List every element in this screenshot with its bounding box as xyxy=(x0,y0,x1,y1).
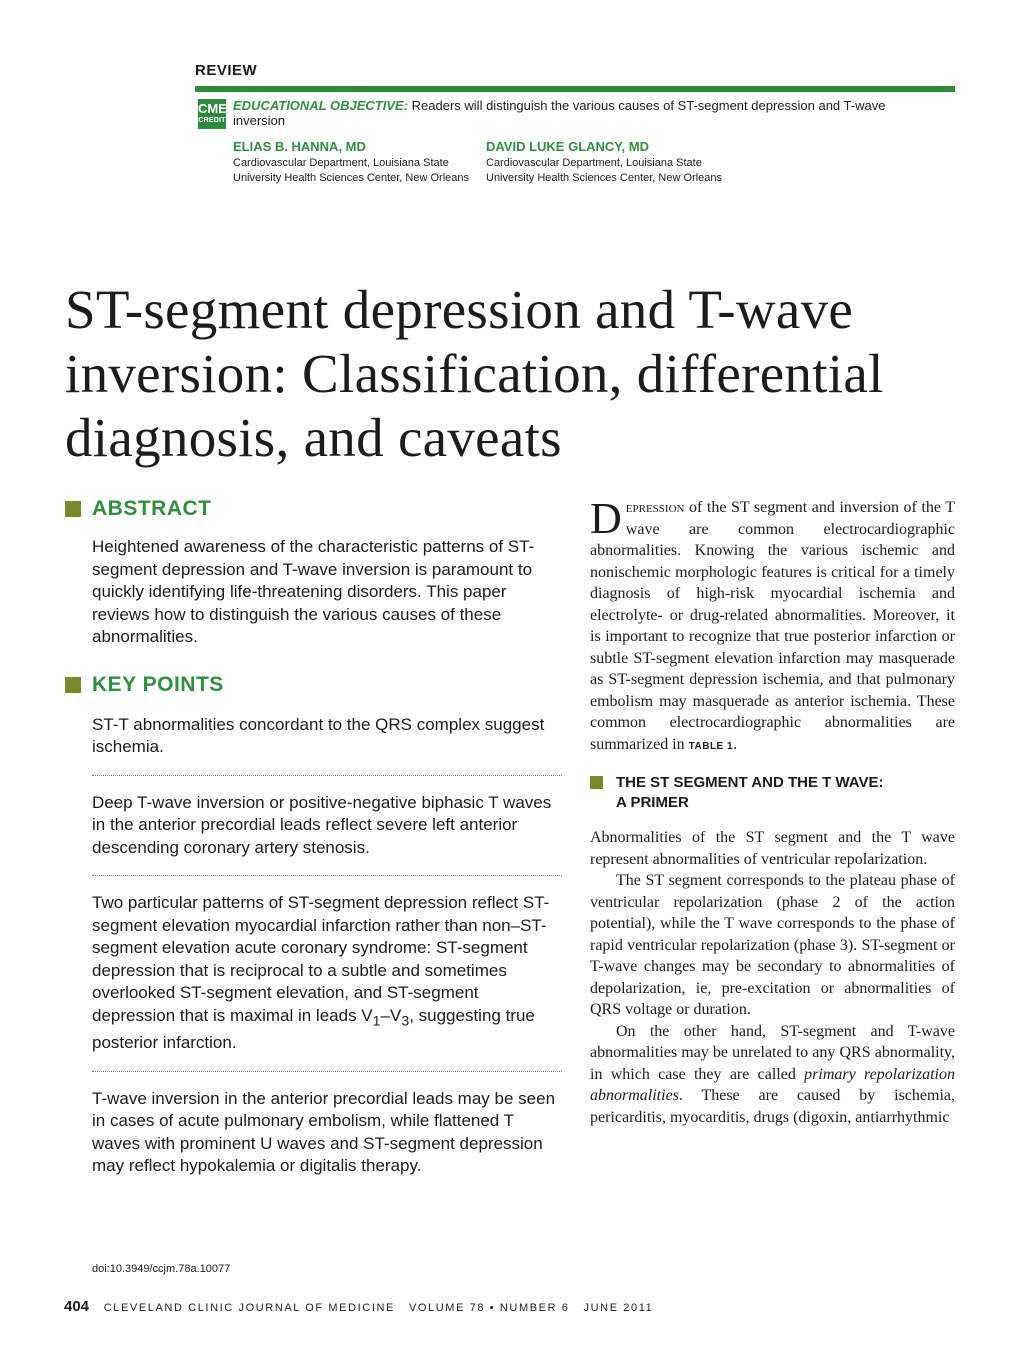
divider xyxy=(92,875,562,876)
body-text: On the other hand, ST-segment and T-wave abnormalities may be unrelated to any QRS abnormality, in which case they are called xyxy=(590,1022,955,1083)
subscript: 1 xyxy=(372,1012,381,1029)
key-points-heading-text: KEY POINTS xyxy=(92,672,224,696)
primer-heading xyxy=(590,773,955,813)
table-reference: TABLE 1 xyxy=(688,740,734,752)
header-rule xyxy=(195,86,955,92)
subscript: 3 xyxy=(401,1012,410,1029)
abstract-column xyxy=(65,495,565,1178)
abstract-heading-text: ABSTRACT xyxy=(92,497,212,520)
body-paragraph: The ST segment corresponds to the plateau phase of ventricular repolarization (phase 2 of the action potential), while the T wave corresponds to the phase of rapid ventricular repolarization (phase 3). ST-segment or T-wave changes may be secondary to abnormalities of depolarization, ie, pre-excitation or abnormalities of QRS voltage or duration. xyxy=(590,872,955,1018)
section-square-icon xyxy=(590,776,603,789)
key-point-text: –V xyxy=(380,1005,402,1025)
key-point: T-wave inversion in the anterior precordial leads may be seen in cases of acute pulmonary embolism, while flattened T waves with prominent U waves and ST-segment depression may reflect hypokalemia or digitalis therapy. xyxy=(92,1088,556,1176)
key-point: Deep T-wave inversion or positive-negative biphasic T waves in the anterior precordial leads reflect severe left anterior descending coronary artery stenosis. xyxy=(92,792,552,857)
body-column xyxy=(590,494,955,1128)
objective-label: EDUCATIONAL OBJECTIVE: xyxy=(233,98,409,113)
divider xyxy=(92,1071,562,1072)
objective-text: Readers will distinguish the various causes of ST-segment depression and T-wave inversion xyxy=(233,98,886,128)
credit-label: CREDIT xyxy=(198,117,226,124)
key-point xyxy=(92,892,562,1055)
author-1 xyxy=(233,139,469,186)
cme-credit-badge xyxy=(198,99,226,129)
intro-text: of the ST segment and inversion of the T wave are common electrocardiographic abnormalities. Knowing the various ischemic and nonischemic morphologic features is critical for a timely diagnosis of high-risk myocardial ischemia and electrolyte- or drug-related abnormalities. Moreover, it is important to recognize that true posterior infarction or subtle ST-segment elevation infarction may masquerade as ST-segment depression ischemia, and that pulmonary embolism may masquerade as anterior ischemia. These common electrocardiographic abnormalities are summarized in xyxy=(590,499,955,753)
primer-heading-line: A PRIMER xyxy=(616,794,689,811)
educational-objective xyxy=(233,98,923,128)
issue-number: NUMBER 6 xyxy=(499,1302,570,1314)
intro-end: . xyxy=(733,735,738,753)
section-label: REVIEW xyxy=(195,62,258,79)
author-name: DAVID LUKE GLANCY, MD xyxy=(486,139,649,154)
key-point-text: Two particular patterns of ST-segment depression reflect ST-segment elevation myocardial infarction rather than non–ST-segment elevation acute coronary syndrome: ST-segment depression that is reciprocal to a subtle and sometimes overlooked ST-segment elevation, and ST-segment depression that is maximal in leads V xyxy=(92,893,550,1025)
author-name: ELIAS B. HANNA, MD xyxy=(233,139,366,154)
section-square-icon xyxy=(65,501,81,517)
key-point-text: , suggesting true posterior infarction. xyxy=(92,1005,535,1053)
author-affiliation: Cardiovascular Department, Louisiana State xyxy=(486,157,702,169)
drop-cap: D xyxy=(590,494,622,543)
primer-heading-line: THE ST SEGMENT AND THE T WAVE: xyxy=(616,774,884,791)
author-affiliation: Cardiovascular Department, Louisiana State xyxy=(233,157,449,169)
title-line: inversion: Classification, differential xyxy=(65,343,884,404)
author-2 xyxy=(486,139,722,186)
page-footer xyxy=(64,1298,653,1315)
title-line: diagnosis, and caveats xyxy=(65,407,562,468)
cme-label: CME xyxy=(198,101,227,116)
abstract-heading xyxy=(65,495,565,525)
page-number: 404 xyxy=(64,1298,90,1315)
title-line: ST-segment depression and T-wave xyxy=(65,279,854,340)
issue-date: JUNE 2011 xyxy=(583,1302,654,1314)
intro-paragraph xyxy=(590,494,955,755)
abstract-text: Heightened awareness of the characteristic patterns of ST-segment depression and T-wave inversion is paramount to quickly identifying life-threatening disorders. This paper reviews how to distinguish the various causes of these abnormalities. xyxy=(92,537,535,646)
article-title xyxy=(65,278,965,470)
journal-name: CLEVELAND CLINIC JOURNAL OF MEDICINE xyxy=(103,1302,395,1314)
volume: VOLUME 78 xyxy=(408,1302,486,1314)
section-square-icon xyxy=(65,677,81,693)
doi: doi:10.3949/ccjm.78a.10077 xyxy=(92,1263,231,1275)
bullet: • xyxy=(489,1302,496,1314)
author-affiliation: University Health Sciences Center, New Orleans xyxy=(233,172,469,184)
divider xyxy=(92,775,562,776)
small-caps-word: epression xyxy=(625,499,685,516)
key-points-heading xyxy=(65,671,565,701)
emphasis: primary repolarization abnormalities xyxy=(590,1065,955,1104)
key-point: ST-T abnormalities concordant to the QRS complex suggest ischemia. xyxy=(92,714,545,756)
author-affiliation: University Health Sciences Center, New Orleans xyxy=(486,172,722,184)
body-paragraph xyxy=(590,1021,955,1129)
body-paragraph: Abnormalities of the ST segment and the T wave represent abnormalities of ventricular repolarization. xyxy=(590,829,955,868)
body-text: . These are caused by ischemia, pericarditis, myocarditis, drugs (digoxin, antiarrhythmic xyxy=(590,1087,955,1126)
